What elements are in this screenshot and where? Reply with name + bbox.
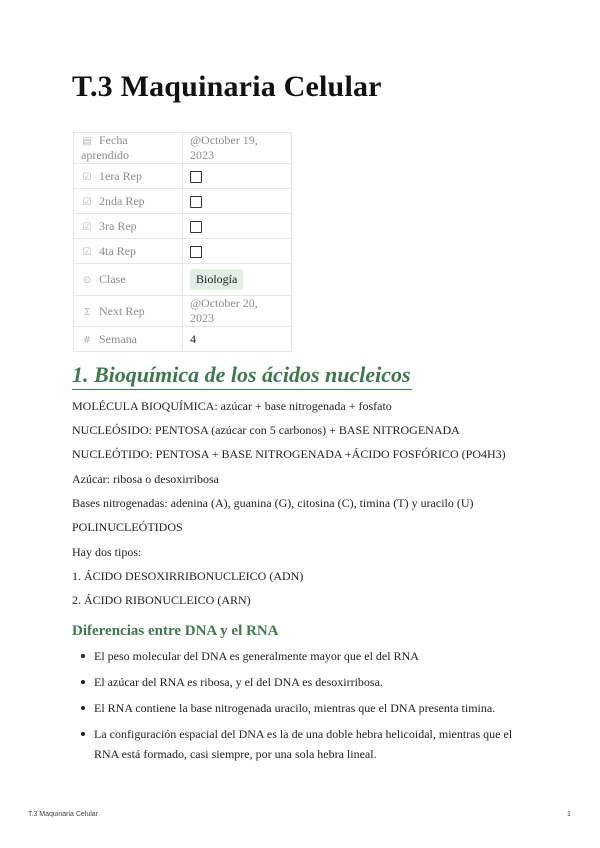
- property-value-text: 4: [190, 331, 196, 346]
- property-key-label: 3ra Rep: [99, 218, 137, 233]
- property-key: [74, 214, 183, 239]
- paragraph: Hay dos tipos:: [72, 545, 142, 559]
- property-key-label: 1era Rep: [99, 168, 142, 183]
- property-value-text: @October 19, 2023: [190, 133, 258, 162]
- class-tag[interactable]: Biología: [190, 269, 243, 290]
- footer-document-title: T.3 Maquinaria Celular: [28, 811, 99, 818]
- paragraph: Bases nitrogenadas: adenina (A), guanina (G), citosina (C), timina (T) y uracilo (U): [72, 496, 474, 510]
- list-item: El RNA contiene la base nitrogenada uracilo, mientras que el DNA presenta timina.: [72, 698, 527, 718]
- paragraph: 2. ÁCIDO RIBONUCLEICO (ARN): [72, 593, 251, 607]
- property-value: [183, 296, 292, 327]
- property-value: [183, 164, 292, 189]
- property-value-text: @October 20, 2023: [190, 296, 258, 325]
- checkbox-icon: ☑: [82, 196, 92, 208]
- property-value: [183, 327, 292, 352]
- property-key-label: Clase: [99, 272, 126, 286]
- rep-checkbox[interactable]: [190, 196, 202, 208]
- property-key: [74, 164, 183, 189]
- paragraph: MOLÉCULA BIOQUÍMICA: azúcar + base nitrogenada + fosfato: [72, 399, 392, 413]
- property-key-label: Semana: [99, 331, 137, 346]
- subsection-heading-diferencias: Diferencias entre DNA y el RNA: [72, 623, 279, 639]
- rep-checkbox[interactable]: [190, 221, 202, 233]
- calendar-icon: ▤: [82, 136, 92, 147]
- number-icon: #: [82, 334, 92, 346]
- property-row: [74, 214, 292, 239]
- section-heading-underline: [72, 389, 412, 390]
- property-row: [74, 239, 292, 264]
- properties-table: [73, 132, 292, 352]
- property-row: [74, 133, 292, 164]
- property-key: [74, 296, 183, 327]
- page-title: T.3 Maquinaria Celular: [72, 70, 382, 103]
- rep-checkbox[interactable]: [190, 171, 202, 183]
- property-key: [74, 239, 183, 264]
- property-key: [74, 264, 183, 296]
- paragraph: POLINUCLEÓTIDOS: [72, 520, 183, 534]
- property-value: [183, 133, 292, 164]
- property-row: [74, 164, 292, 189]
- rep-checkbox[interactable]: [190, 246, 202, 258]
- checkbox-icon: ☑: [82, 171, 92, 183]
- formula-icon: Σ: [83, 306, 91, 318]
- select-icon: ⊙: [82, 275, 92, 286]
- checkbox-icon: ☑: [82, 221, 92, 233]
- footer-page-number: 1: [567, 811, 571, 818]
- property-value: [183, 189, 292, 214]
- property-key: [74, 189, 183, 214]
- property-key-label: Next Rep: [99, 303, 145, 318]
- paragraph: NUCLEÓSIDO: PENTOSA (azúcar con 5 carbonos) + BASE NITROGENADA: [72, 423, 460, 437]
- list-item: La configuración espacial del DNA es la de una doble hebra helicoidal, mientras que el RNA está formado, casi siempre, por una sola hebra lineal.: [72, 724, 527, 764]
- property-key-label: Fecha aprendido: [81, 133, 129, 162]
- property-row: [74, 264, 292, 296]
- list-item: El azúcar del RNA es ribosa, y el del DNA es desoxirribosa.: [72, 672, 527, 692]
- property-row: [74, 327, 292, 352]
- property-row: [74, 189, 292, 214]
- checkbox-icon: ☑: [82, 246, 92, 258]
- property-key-label: 4ta Rep: [99, 243, 136, 258]
- property-key: [74, 133, 183, 164]
- paragraph: 1. ÁCIDO DESOXIRRIBONUCLEICO (ADN): [72, 569, 304, 583]
- property-value: [183, 264, 292, 296]
- paragraph: Azúcar: ribosa o desoxirribosa: [72, 472, 219, 486]
- property-row: [74, 296, 292, 327]
- list-item: El peso molecular del DNA es generalmente mayor que el del RNA: [72, 646, 527, 666]
- property-key-label: 2nda Rep: [99, 193, 145, 208]
- section-heading-bioquimica: 1. Bioquímica de los ácidos nucleicos: [72, 362, 411, 387]
- property-value: [183, 214, 292, 239]
- differences-list: [72, 646, 527, 770]
- property-value: [183, 239, 292, 264]
- property-key: [74, 327, 183, 352]
- paragraph: NUCLEÓTIDO: PENTOSA + BASE NITROGENADA +ÁCIDO FOSFÓRICO (PO4H3): [72, 447, 506, 461]
